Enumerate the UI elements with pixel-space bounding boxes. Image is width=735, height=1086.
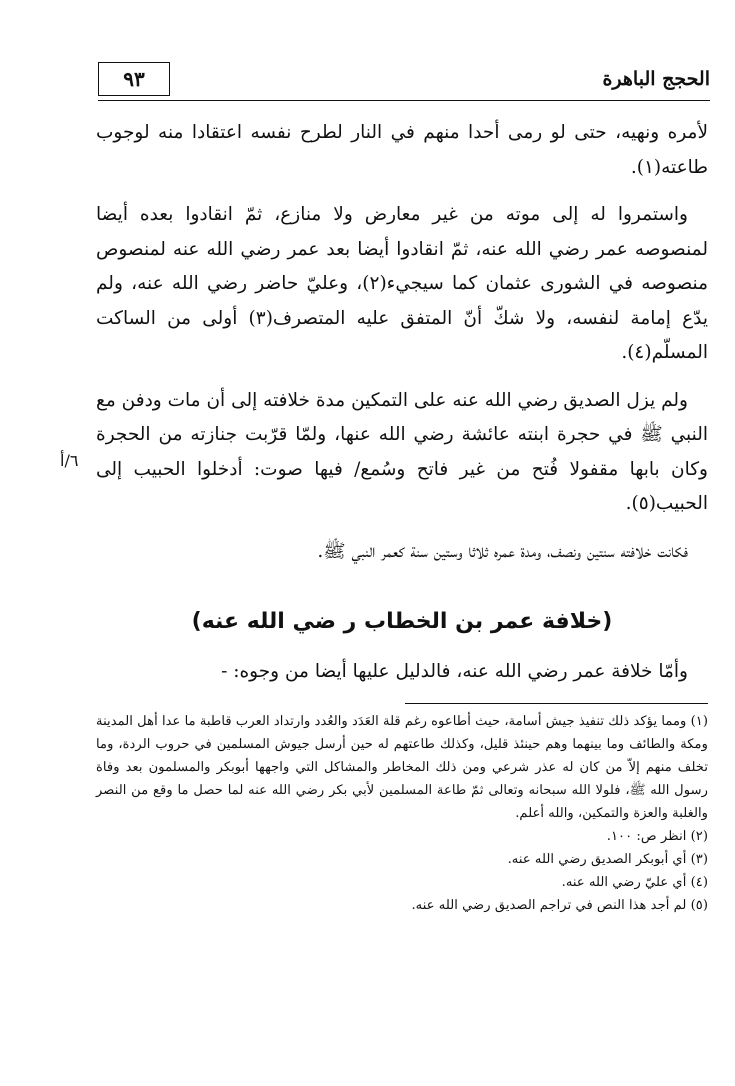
page-number: ٩٣ [98, 62, 170, 96]
margin-folio-note: ٦/أ [60, 451, 79, 470]
footnote-5: (٥) لم أجد هذا النص في تراجم الصديق رضي الله عنه. [411, 898, 708, 913]
footnote-rule [405, 703, 708, 704]
main-text [96, 116, 708, 582]
header-rule [98, 100, 710, 101]
paragraph-4: فكانت خلافته سنتين ونصف، ومدة عمره ثلاثا وستين سنة كعمر النبي ﷺ. [317, 540, 688, 562]
section-heading: (خلافة عمر بن الخطاب ر ضي الله عنه) [191, 609, 613, 634]
footnote-1: (١) ومما يؤكد ذلك تنفيذ جيش أسامة، حيث أطاعوه رغم قلة العَدَد والعُدد وارتداد العرب قاطبة ما عدا أهل المدينة ومكة والطائف وما بينهما وهم حينئذ قليل، وكذلك طاعتهم له حين أرسل جيوش المسلمين في حروب الردة، وما تخلف منهم إلاّ من كان له عذر شرعي ومن ذلك المخاطر والمشاكل التي واجهها أبوبكر والمسلمون بعد وفاة رسول الله ﷺ، فلولا الله سبحانه وتعالى ثمّ طاعة المسلمين لأبي بكر رضي الله عنه لما حصل ما وقع من النصر والغلبة والعزة والتمكين، والله أعلم. [96, 714, 708, 821]
footnote-3: (٣) أي أبوبكر الصديق رضي الله عنه. [507, 852, 708, 867]
section-intro: وأمّا خلافة عمر رضي الله عنه، فالدليل عليها أيضا من وجوه: - [221, 661, 688, 682]
footnote-2: (٢) انظر ص: ١٠٠. [606, 829, 708, 844]
footnote-4: (٤) أي عليّ رضي الله عنه. [561, 875, 708, 890]
paragraph-3: ولم يزل الصديق رضي الله عنه على التمكين مدة خلافته إلى أن مات ودفن مع النبي ﷺ في حجرة ابنته عائشة رضي الله عنها، ولمّا قرّبت جنازته من الحجرة وكان بابها مقفولا فُتح من غير فاتح وسُمع/ فيها صوت: أدخلوا الحبيب إلى الحبيب(٥). [96, 389, 708, 514]
paragraph-2: واستمروا له إلى موته من غير معارض ولا منازع، ثمّ انقادوا بعده أيضا لمنصوصه عمر رضي الله عنه، ثمّ انقادوا أيضا بعد عمر رضي الله عنه لمنصوص منصوصه في الشورى عثمان كما سيجيء(٢)، وعليّ حاضر رضي الله عنه، ولم يدّع إمامة لنفسه، ولا شكّ أنّ المتفق عليه المتصرف(٣) أولى من الساكت المسلّم(٤). [96, 204, 709, 363]
running-title: الحجج الباهرة [602, 68, 710, 90]
footnotes [96, 710, 708, 917]
paragraph-1: لأمره ونهيه، حتى لو رمى أحدا منهم في النار لطرح نفسه اعتقادا منه لوجوب طاعته(١). [96, 122, 708, 178]
page-header [98, 62, 710, 102]
